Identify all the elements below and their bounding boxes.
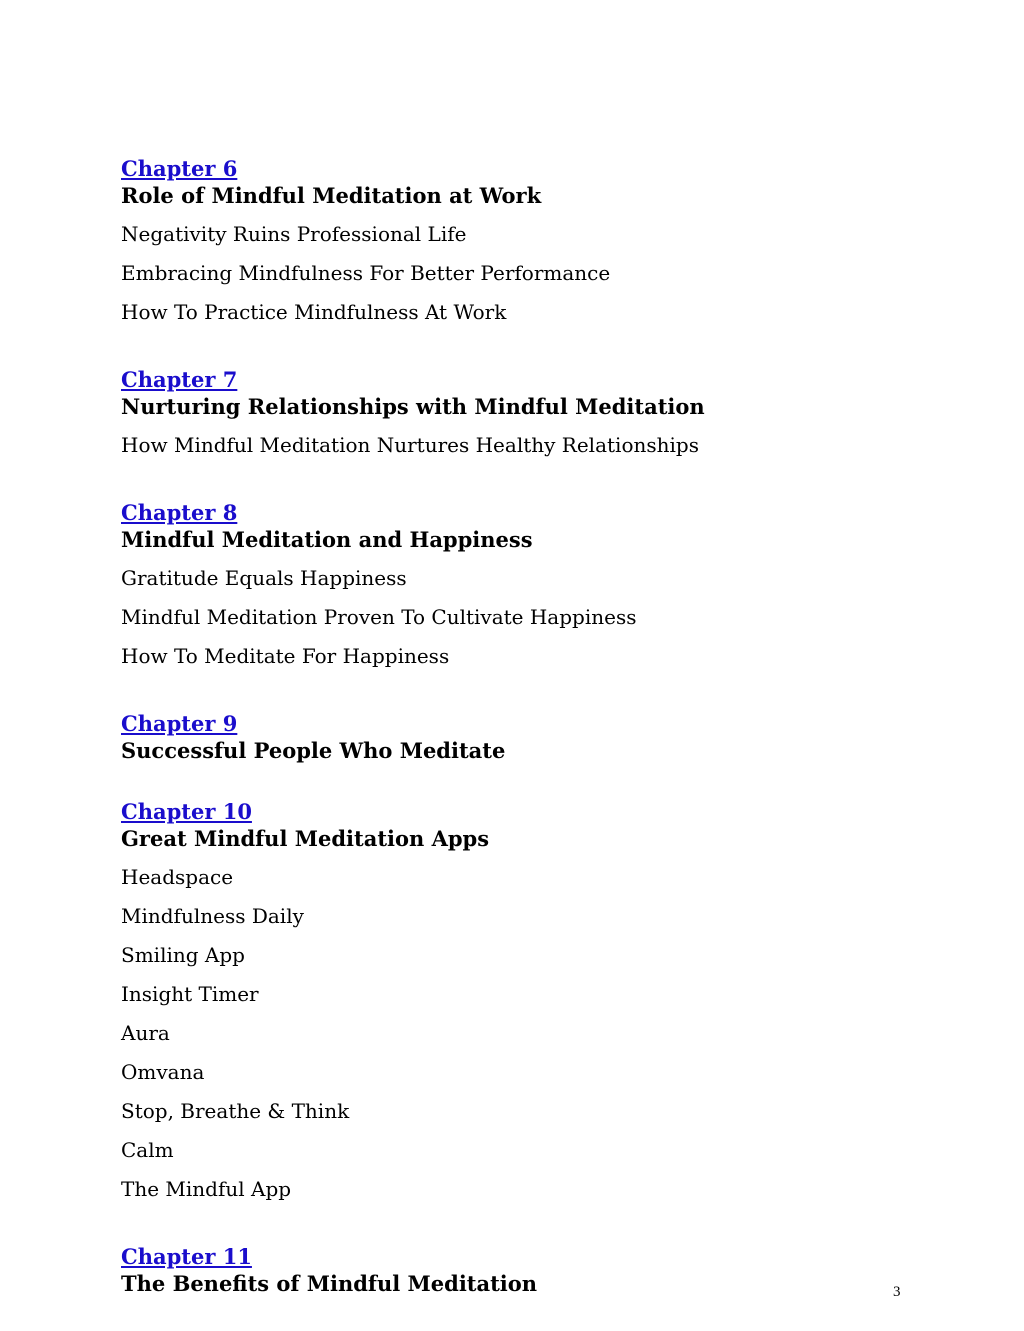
- chapter-link[interactable]: Chapter 10: [121, 799, 252, 824]
- section-item: Aura: [121, 1021, 170, 1045]
- section-list: [121, 559, 921, 676]
- chapter-title: The Benefits of Mindful Meditation: [121, 1271, 538, 1296]
- section-item: Negativity Ruins Professional Life: [121, 222, 467, 246]
- section-item: Calm: [121, 1138, 174, 1162]
- section-item: Gratitude Equals Happiness: [121, 566, 407, 590]
- chapter-block: [121, 710, 921, 764]
- chapter-title: Great Mindful Meditation Apps: [121, 826, 490, 851]
- section-item: Omvana: [121, 1060, 205, 1084]
- chapter-title: Successful People Who Meditate: [121, 738, 506, 763]
- chapter-block: [121, 366, 921, 465]
- section-item: The Mindful App: [121, 1177, 292, 1201]
- section-item: Insight Timer: [121, 982, 259, 1006]
- chapter-title: Nurturing Relationships with Mindful Meditation: [121, 394, 705, 419]
- chapter-link[interactable]: Chapter 8: [121, 500, 238, 525]
- chapter-link[interactable]: Chapter 6: [121, 156, 238, 181]
- section-item: Mindfulness Daily: [121, 904, 304, 928]
- chapter-block: [121, 155, 921, 332]
- section-item: How To Meditate For Happiness: [121, 644, 450, 668]
- section-item: Embracing Mindfulness For Better Performance: [121, 261, 611, 285]
- chapter-link[interactable]: Chapter 11: [121, 1244, 252, 1269]
- chapter-title: Role of Mindful Meditation at Work: [121, 183, 542, 208]
- section-list: [121, 215, 921, 332]
- section-item: Headspace: [121, 865, 234, 889]
- section-list: [121, 858, 921, 1209]
- section-list: [121, 426, 921, 465]
- table-of-contents: [121, 155, 921, 1331]
- section-item: Smiling App: [121, 943, 245, 967]
- chapter-title: Mindful Meditation and Happiness: [121, 527, 533, 552]
- chapter-block: [121, 798, 921, 1209]
- section-item: Mindful Meditation Proven To Cultivate Happiness: [121, 605, 637, 629]
- page-number: 3: [893, 1284, 901, 1300]
- section-item: Stop, Breathe & Think: [121, 1099, 350, 1123]
- chapter-link[interactable]: Chapter 9: [121, 711, 238, 736]
- section-item: How To Practice Mindfulness At Work: [121, 300, 507, 324]
- section-item: How Mindful Meditation Nurtures Healthy Relationships: [121, 433, 699, 457]
- chapter-link[interactable]: Chapter 7: [121, 367, 238, 392]
- chapter-block: [121, 1243, 921, 1297]
- chapter-block: [121, 499, 921, 676]
